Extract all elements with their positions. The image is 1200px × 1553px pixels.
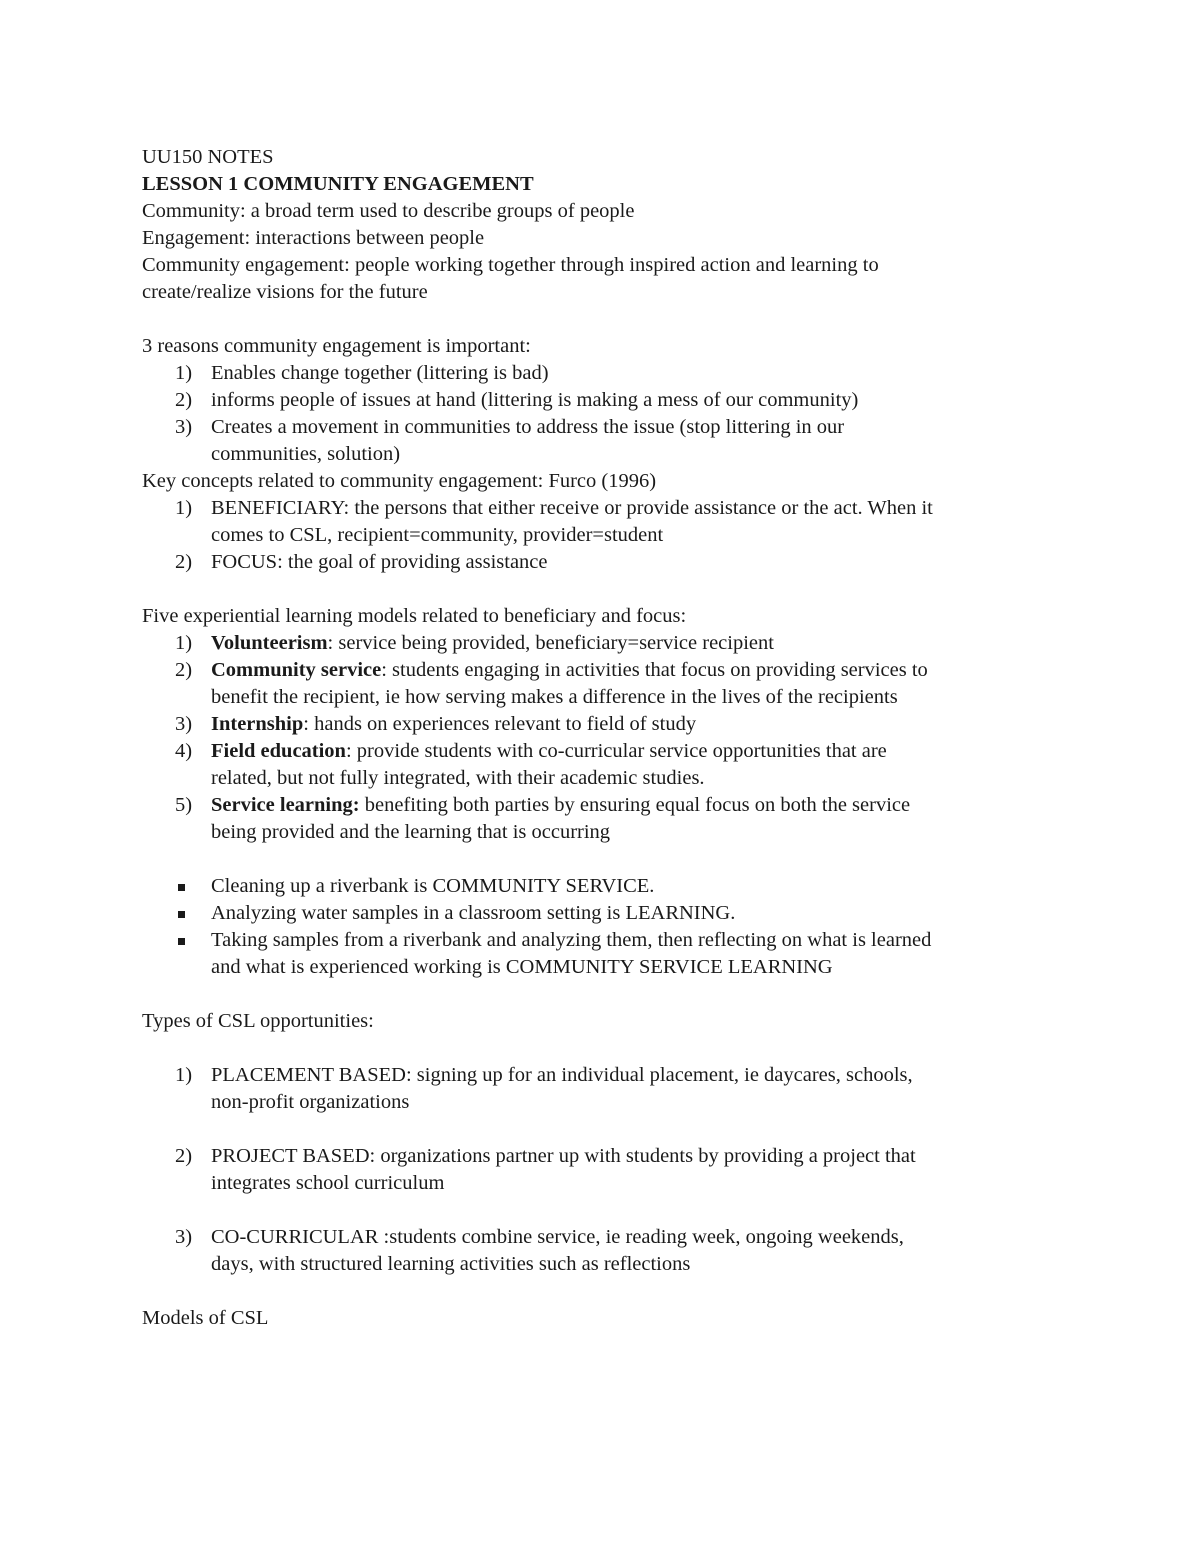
- lesson-heading: LESSON 1 COMMUNITY ENGAGEMENT: [142, 173, 534, 195]
- type-item: [142, 1062, 1062, 1116]
- example-item: [142, 873, 1062, 900]
- list-number: 1): [175, 1064, 193, 1086]
- key-concept-text: FOCUS: the goal of providing assistance: [211, 551, 548, 573]
- reason-text: Enables change together (littering is bad): [211, 362, 549, 384]
- bullet-icon: [178, 884, 185, 891]
- type-text-cont: non-profit organizations: [211, 1091, 410, 1113]
- list-number: 2): [175, 389, 193, 411]
- list-number: 2): [175, 551, 193, 573]
- list-number: 1): [175, 362, 193, 384]
- model-term: Internship: [211, 713, 304, 735]
- type-item: [142, 1143, 1062, 1197]
- model-description-cont: being provided and the learning that is occurring: [211, 821, 611, 843]
- models-of-csl-heading: Models of CSL: [142, 1307, 269, 1329]
- bullet-icon: [178, 911, 185, 918]
- example-text: Cleaning up a riverbank is COMMUNITY SERVICE.: [211, 875, 655, 897]
- model-item: [142, 738, 1062, 792]
- type-text: PROJECT BASED: organizations partner up with students by providing a project that: [211, 1145, 916, 1167]
- key-concept-item: [142, 549, 1062, 576]
- bullet-icon: [178, 938, 185, 945]
- type-text: PLACEMENT BASED: signing up for an individual placement, ie daycares, schools,: [211, 1064, 913, 1086]
- type-item: [142, 1224, 1062, 1278]
- model-term: Volunteerism: [211, 632, 328, 654]
- key-concept-item: [142, 495, 1062, 549]
- model-description-cont: benefit the recipient, ie how serving makes a difference in the lives of the recipients: [211, 686, 898, 708]
- example-text: Analyzing water samples in a classroom setting is LEARNING.: [211, 902, 736, 924]
- example-item: [142, 900, 1062, 927]
- model-item: [142, 711, 1062, 738]
- key-concept-text: BENEFICIARY: the persons that either receive or provide assistance or the act. When it: [211, 497, 933, 519]
- model-description: benefiting both parties by ensuring equal focus on both the service: [359, 794, 911, 816]
- reason-item: [142, 414, 1062, 468]
- definition-community-engagement-cont: create/realize visions for the future: [142, 281, 428, 303]
- model-description: : hands on experiences relevant to field of study: [303, 713, 697, 735]
- type-text: CO-CURRICULAR :students combine service, ie reading week, ongoing weekends,: [211, 1226, 904, 1248]
- example-text: Taking samples from a riverbank and analyzing them, then reflecting on what is learned: [211, 929, 932, 951]
- example-item: [142, 927, 1062, 981]
- model-description: : students engaging in activities that focus on providing services to: [381, 659, 928, 681]
- list-number: 3): [175, 416, 193, 438]
- document-page: [142, 144, 1062, 1332]
- reason-item: [142, 387, 1062, 414]
- reason-item: [142, 360, 1062, 387]
- model-description: : service being provided, beneficiary=service recipient: [327, 632, 774, 654]
- definition-community-engagement: Community engagement: people working together through inspired action and learning to: [142, 254, 879, 276]
- doc-title: UU150 NOTES: [142, 146, 274, 168]
- list-number: 1): [175, 632, 193, 654]
- type-text-cont: days, with structured learning activities such as reflections: [211, 1253, 691, 1275]
- definition-engagement: Engagement: interactions between people: [142, 227, 485, 249]
- list-number: 5): [175, 794, 193, 816]
- list-number: 4): [175, 740, 193, 762]
- example-text-cont: and what is experienced working is COMMUNITY SERVICE LEARNING: [211, 956, 833, 978]
- model-item: [142, 657, 1062, 711]
- types-intro: Types of CSL opportunities:: [142, 1010, 374, 1032]
- list-number: 3): [175, 713, 193, 735]
- reason-text: Creates a movement in communities to address the issue (stop littering in our: [211, 416, 845, 438]
- model-item: [142, 630, 1062, 657]
- list-number: 1): [175, 497, 193, 519]
- reasons-intro: 3 reasons community engagement is important:: [142, 335, 531, 357]
- model-term: Community service: [211, 659, 382, 681]
- model-description: : provide students with co-curricular service opportunities that are: [345, 740, 887, 762]
- reason-text: informs people of issues at hand (littering is making a mess of our community): [211, 389, 859, 411]
- list-number: 2): [175, 659, 193, 681]
- definition-community: Community: a broad term used to describe groups of people: [142, 200, 635, 222]
- list-number: 2): [175, 1145, 193, 1167]
- key-concept-text-cont: comes to CSL, recipient=community, provider=student: [211, 524, 664, 546]
- model-term: Service learning:: [211, 794, 360, 816]
- list-number: 3): [175, 1226, 193, 1248]
- key-concepts-intro: Key concepts related to community engagement: Furco (1996): [142, 470, 657, 492]
- model-item: [142, 792, 1062, 846]
- reason-text-cont: communities, solution): [211, 443, 401, 465]
- type-text-cont: integrates school curriculum: [211, 1172, 445, 1194]
- models-intro: Five experiential learning models related to beneficiary and focus:: [142, 605, 687, 627]
- model-term: Field education: [211, 740, 346, 762]
- model-description-cont: related, but not fully integrated, with their academic studies.: [211, 767, 705, 789]
